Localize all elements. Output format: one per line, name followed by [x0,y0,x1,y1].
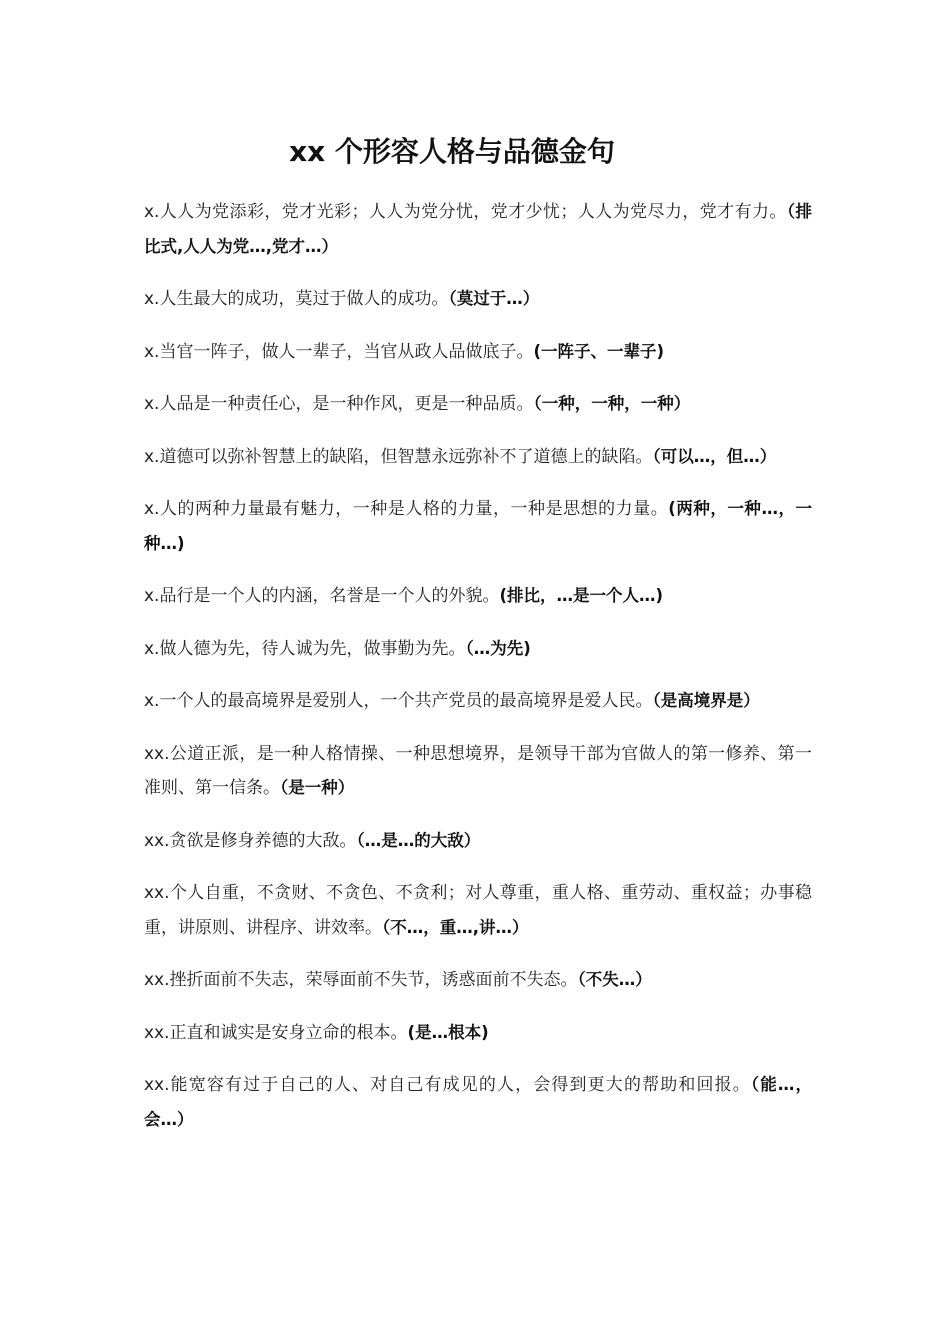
item-number: xx. [144,883,170,903]
list-item [144,963,812,998]
list-item [144,387,812,422]
item-note: （是高境界是） [652,691,760,710]
item-text: 道德可以弥补智慧上的缺陷，但智慧永远弥补不了道德上的缺陷。 [159,446,653,467]
item-text: 正直和诚实是安身立命的根本。 [169,1022,408,1043]
list-item [144,824,812,859]
list-item [144,876,812,945]
item-number: xx. [144,1075,170,1095]
list-item [144,440,812,475]
list-item [144,335,812,370]
item-note: (排比，…是一个人…) [499,586,664,605]
list-item [144,579,812,614]
list-item [144,737,812,806]
item-text: 人品是一种责任心，是一种作风，更是一种品质。 [159,394,534,414]
quote-list [144,195,812,1155]
item-number: x. [144,691,160,711]
item-note: （不…，重…,讲…） [382,917,529,937]
item-text: 做人德为先，待人诚为先，做事勤为先。 [159,638,466,659]
item-note: （是一种） [280,778,355,797]
list-item [144,195,812,264]
item-number: xx. [144,1022,170,1043]
item-text: 贪欲是修身养德的大敌。 [169,830,357,851]
item-note: （排比式,人人为党…,党才…） [144,202,813,256]
item-number: x. [144,394,160,414]
item-text: 人人为党添彩，党才光彩；人人为党分忧，党才少忧；人人为党尽力，党才有力。 [159,202,787,222]
list-item [144,632,812,667]
item-note: （不失…） [577,970,652,989]
item-text: 当官一阵子，做人一辈子，当官从政人品做底子。 [159,341,534,362]
item-text: 个人自重，不贪财、不贪色、不贪利；对人尊重，重人格、重劳动、重权益；办事稳重，讲原则、讲程序、讲效率。 [144,883,812,938]
item-number: x. [144,202,160,222]
item-number: x. [144,289,160,309]
item-text: 挫折面前不失志，荣辱面前不失节，诱惑面前不失态。 [169,970,578,990]
item-number: x. [144,638,160,659]
page-title: xx 个形容人格与品德金句 [289,135,615,168]
item-note: （可以…，但…） [652,446,777,466]
item-note: (是…根本) [407,1022,489,1042]
item-text: 能宽容有过于自己的人、对自己有成见的人，会得到更大的帮助和回报。 [169,1075,751,1095]
item-number: xx. [144,830,170,851]
item-number: xx. [144,970,170,990]
item-note: （…为先) [465,638,531,658]
item-note: （…是…的大敌） [356,830,481,850]
item-number: x. [144,499,160,519]
list-item [144,282,812,317]
item-text: 品行是一个人的内涵，名誉是一个人的外貌。 [159,586,500,606]
item-note: （能…，会…） [144,1075,813,1129]
item-note: （莫过于…） [448,289,540,308]
item-number: xx. [144,743,170,764]
item-text: 人的两种力量最有魅力，一种是人格的力量，一种是思想的力量。 [159,499,669,519]
item-text: 人生最大的成功，莫过于做人的成功。 [159,289,449,309]
item-note: （一种，一种，一种） [533,394,691,413]
list-item [144,492,812,561]
item-text: 一个人的最高境界是爱别人，一个共产党员的最高境界是爱人民。 [159,691,653,711]
list-item [144,1068,812,1137]
item-number: x. [144,446,160,467]
item-note: (一阵子、一辈子) [533,341,665,361]
item-number: x. [144,586,160,606]
item-text: 公道正派，是一种人格情操、一种思想境界，是领导干部为官做人的第一修养、第一准则、第一信条。 [144,743,812,798]
list-item [144,1016,812,1051]
list-item [144,684,812,719]
item-note: (两种，一种…，一种…) [144,499,812,553]
item-number: x. [144,341,160,362]
